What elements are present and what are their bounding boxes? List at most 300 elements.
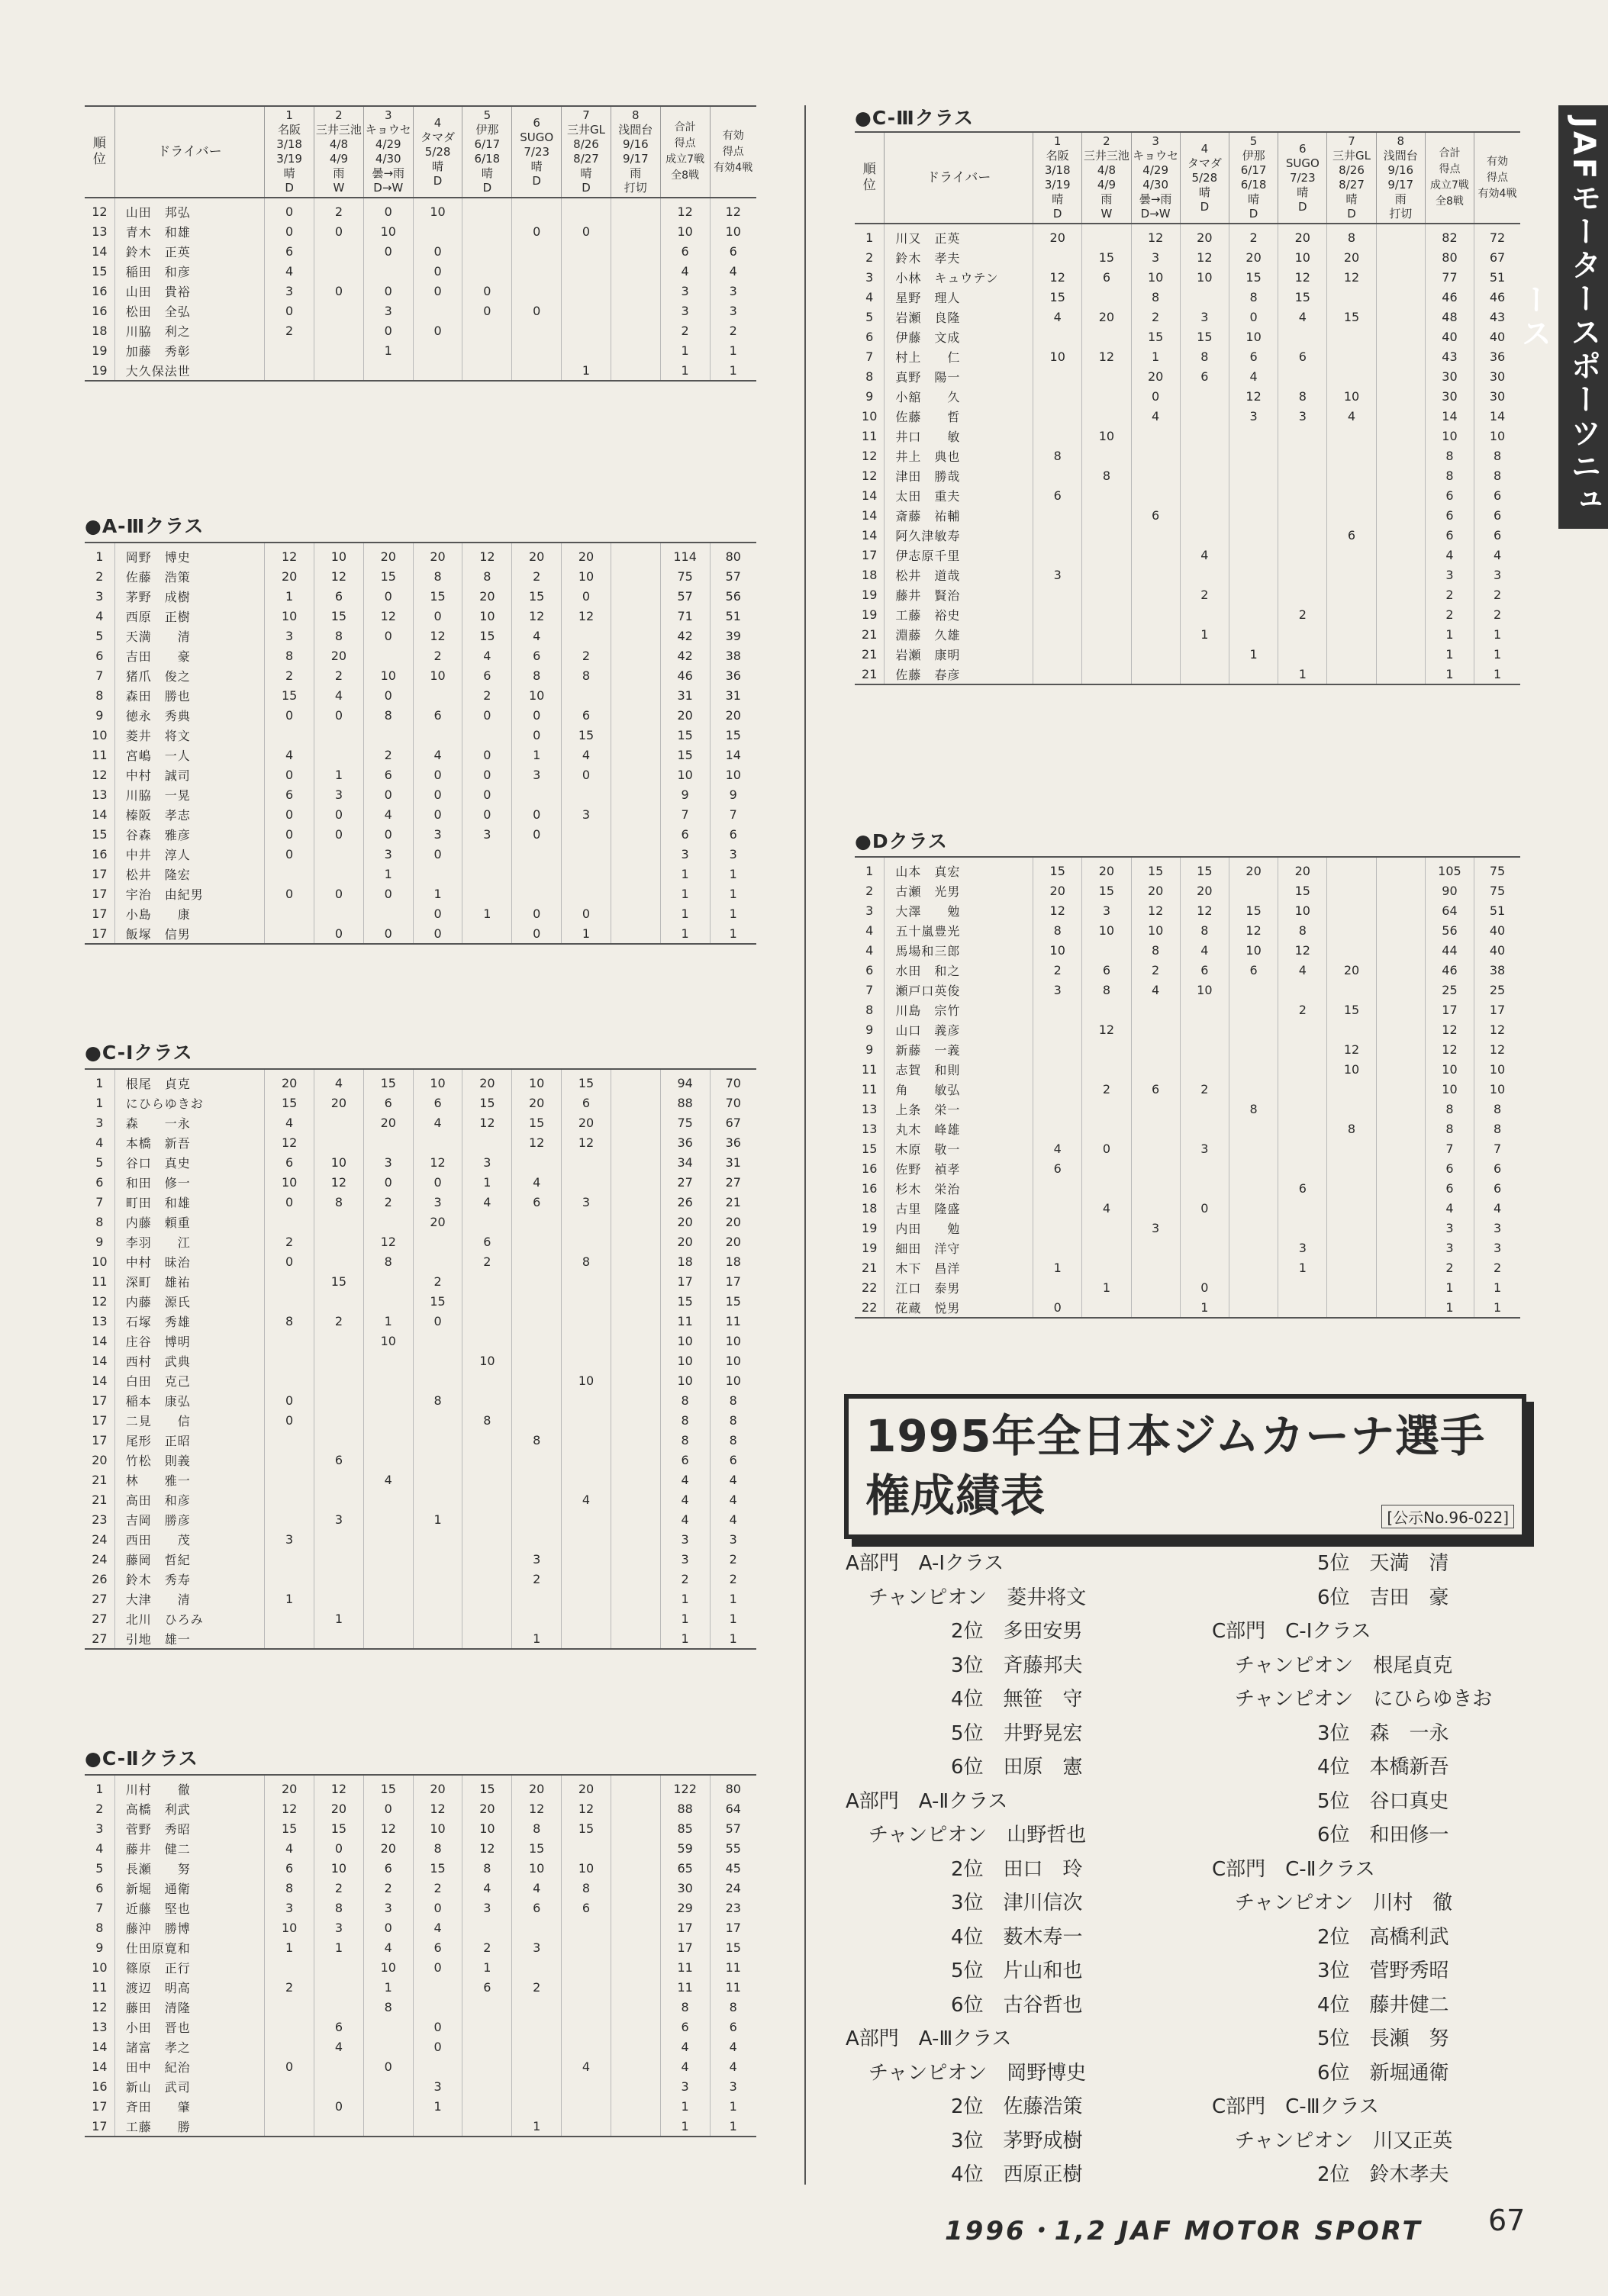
round-score-cell <box>314 1291 364 1311</box>
result-line: 3位 茅野成樹 <box>951 2129 1083 2153</box>
round-score-cell <box>1229 565 1278 584</box>
round-score-cell <box>1229 980 1278 1000</box>
round-score-cell <box>314 1549 364 1569</box>
round-score-cell: 2 <box>1278 604 1327 624</box>
round-score-cell: 20 <box>462 1070 512 1093</box>
valid-cell: 3 <box>710 301 756 320</box>
round-score-cell <box>512 1410 562 1430</box>
round-score-cell: 0 <box>512 903 562 923</box>
table-row <box>85 543 756 566</box>
total-cell: 3 <box>660 301 710 320</box>
driver-cell: 林 雅一 <box>114 1470 264 1489</box>
result-line: 4位 薮木寿一 <box>951 1925 1083 1949</box>
rank-cell: 7 <box>865 349 874 364</box>
round-score-cell <box>363 2076 413 2096</box>
rank-cell: 17 <box>92 1412 108 1428</box>
driver-cell: 松井 隆宏 <box>114 864 264 884</box>
round-score-cell <box>413 1489 462 1509</box>
round-score-cell: 0 <box>413 903 462 923</box>
round-score-cell <box>1082 565 1131 584</box>
round-score-cell: 15 <box>1278 881 1327 900</box>
round-score-cell: 20 <box>1229 247 1278 267</box>
valid-cell: 3 <box>1474 1218 1520 1238</box>
table-row <box>855 1138 1520 1158</box>
round-score-cell <box>1180 485 1229 505</box>
driver-cell: 藤岡 哲紀 <box>114 1549 264 1569</box>
round-score-cell: 0 <box>512 804 562 824</box>
round-score-cell <box>562 1450 611 1470</box>
valid-cell: 1 <box>710 340 756 360</box>
rank-cell: 27 <box>92 1591 108 1606</box>
driver-cell: 伊志原千里 <box>885 545 1033 565</box>
round-score-cell <box>413 1549 462 1569</box>
rank-cell: 14 <box>862 527 878 543</box>
round-score-cell: 4 <box>363 1937 413 1957</box>
round-score-cell <box>611 1093 660 1113</box>
round-score-cell <box>1327 1277 1376 1297</box>
total-cell: 6 <box>1425 485 1474 505</box>
rank-cell: 10 <box>862 408 878 423</box>
round-score-cell: 8 <box>314 626 364 646</box>
valid-cell: 1 <box>710 884 756 903</box>
round-score-cell: 8 <box>1082 980 1131 1000</box>
round-score-cell <box>1180 1218 1229 1238</box>
round-score-cell: 20 <box>413 1776 462 1798</box>
round-score-cell <box>1180 664 1229 684</box>
round-score-cell <box>512 241 562 261</box>
table-row <box>85 301 756 320</box>
round-score-cell <box>611 606 660 626</box>
total-cell: 30 <box>1425 366 1474 386</box>
round-score-cell <box>1278 1198 1327 1218</box>
table-row <box>85 566 756 586</box>
table-row <box>85 2056 756 2076</box>
total-cell: 1 <box>1425 664 1474 684</box>
round-score-cell <box>413 1470 462 1489</box>
driver-cell: 藤井 健二 <box>114 1838 264 1858</box>
table-row <box>85 1898 756 1918</box>
round-score-cell: 10 <box>1180 267 1229 287</box>
table-row <box>85 844 756 864</box>
table-row <box>85 1410 756 1430</box>
header-round-7: 7 三井GL 8/26 8/27 晴 D <box>562 106 611 198</box>
table-row <box>85 1529 756 1549</box>
round-score-cell <box>611 1311 660 1331</box>
round-score-cell <box>1278 1138 1327 1158</box>
rank-cell: 7 <box>95 668 104 683</box>
round-score-cell <box>1327 900 1376 920</box>
round-score-cell <box>512 1351 562 1370</box>
round-score-cell: 15 <box>512 1838 562 1858</box>
round-score-cell <box>1376 307 1425 327</box>
round-score-cell: 0 <box>265 824 314 844</box>
c2-class-table <box>85 1774 756 2137</box>
round-score-cell <box>1082 1218 1131 1238</box>
rank-cell: 10 <box>92 1959 108 1975</box>
round-score-cell <box>562 1977 611 1997</box>
round-score-cell: 20 <box>1278 224 1327 247</box>
total-cell: 6 <box>1425 505 1474 525</box>
rank-cell: 3 <box>95 1821 104 1836</box>
round-score-cell <box>1376 505 1425 525</box>
round-score-cell <box>562 2017 611 2037</box>
round-score-cell <box>1278 1019 1327 1039</box>
round-score-cell <box>265 903 314 923</box>
total-cell: 94 <box>660 1070 710 1093</box>
round-score-cell <box>1180 446 1229 465</box>
round-score-cell <box>462 1390 512 1410</box>
result-line: 3位 斉藤邦夫 <box>951 1654 1083 1677</box>
round-score-cell <box>413 301 462 320</box>
round-score-cell: 6 <box>562 1898 611 1918</box>
round-score-cell <box>413 2116 462 2137</box>
round-score-cell <box>562 1957 611 1977</box>
round-score-cell: 1 <box>1229 644 1278 664</box>
round-score-cell <box>1180 1019 1229 1039</box>
rank-cell: 22 <box>855 1297 885 1318</box>
valid-cell: 18 <box>710 1251 756 1271</box>
round-score-cell: 0 <box>413 784 462 804</box>
table-row <box>85 804 756 824</box>
round-score-cell <box>1327 920 1376 940</box>
valid-cell: 8 <box>1474 1119 1520 1138</box>
round-score-cell <box>1131 584 1180 604</box>
round-score-cell <box>413 1529 462 1549</box>
round-score-cell: 20 <box>1180 881 1229 900</box>
round-score-cell: 12 <box>1131 224 1180 247</box>
round-score-cell: 0 <box>265 198 314 221</box>
round-score-cell <box>1376 1059 1425 1079</box>
valid-cell: 4 <box>710 2037 756 2056</box>
header-round-4: 4 タマダ 5/28 晴 D <box>1180 132 1229 224</box>
round-score-cell <box>1278 565 1327 584</box>
table-row <box>85 626 756 646</box>
valid-cell: 9 <box>710 784 756 804</box>
total-cell: 56 <box>1425 920 1474 940</box>
round-score-cell: 0 <box>413 281 462 301</box>
round-score-cell <box>265 923 314 944</box>
round-score-cell: 0 <box>562 765 611 784</box>
round-score-cell <box>462 320 512 340</box>
round-score-cell <box>562 2096 611 2116</box>
round-score-cell <box>1327 1218 1376 1238</box>
valid-cell: 36 <box>710 1132 756 1152</box>
round-score-cell <box>265 725 314 745</box>
rank-cell: 16 <box>862 1161 878 1176</box>
round-score-cell: 12 <box>562 1798 611 1818</box>
round-score-cell <box>413 725 462 745</box>
round-score-cell <box>462 1489 512 1509</box>
total-cell: 15 <box>660 1291 710 1311</box>
round-score-cell <box>562 884 611 903</box>
valid-cell: 4 <box>710 2056 756 2076</box>
round-score-cell: 15 <box>462 1776 512 1798</box>
round-score-cell <box>1376 624 1425 644</box>
round-score-cell <box>314 1957 364 1977</box>
round-score-cell <box>1327 940 1376 960</box>
round-score-cell <box>512 1957 562 1977</box>
round-score-cell: 8 <box>1180 346 1229 366</box>
round-score-cell <box>562 1997 611 2017</box>
round-score-cell <box>611 1918 660 1937</box>
header-total: 合計 得点 成立7戦 全8戦 <box>1425 132 1474 224</box>
round-score-cell <box>1278 465 1327 485</box>
round-score-cell <box>1082 545 1131 565</box>
total-cell: 1 <box>660 2116 710 2137</box>
driver-cell: 藤井 賢治 <box>885 584 1033 604</box>
round-score-cell <box>1082 1158 1131 1178</box>
driver-cell: 猪爪 俊之 <box>114 665 264 685</box>
round-score-cell <box>611 1509 660 1529</box>
round-score-cell: 0 <box>413 320 462 340</box>
total-cell: 3 <box>660 844 710 864</box>
round-score-cell <box>611 1529 660 1549</box>
round-score-cell: 15 <box>413 1291 462 1311</box>
total-cell: 82 <box>1425 224 1474 247</box>
valid-cell: 1 <box>710 1608 756 1628</box>
round-score-cell: 0 <box>413 2017 462 2037</box>
round-score-cell: 1 <box>562 923 611 944</box>
round-score-cell <box>611 1977 660 1997</box>
table-row <box>85 1549 756 1569</box>
driver-cell: 真野 陽一 <box>885 366 1033 386</box>
valid-cell: 4 <box>1474 545 1520 565</box>
result-line: 4位 藤井健二 <box>1317 1993 1449 2017</box>
round-score-cell: 8 <box>562 1251 611 1271</box>
round-score-cell: 0 <box>562 586 611 606</box>
result-line: 4位 西原正樹 <box>951 2163 1083 2186</box>
table-row <box>855 287 1520 307</box>
round-score-cell: 15 <box>1229 267 1278 287</box>
total-cell: 7 <box>660 804 710 824</box>
table-row <box>855 1158 1520 1178</box>
round-score-cell: 15 <box>363 1776 413 1798</box>
round-score-cell <box>562 1152 611 1172</box>
round-score-cell: 4 <box>363 1470 413 1489</box>
total-cell: 3 <box>1425 1238 1474 1257</box>
total-cell: 10 <box>1425 1079 1474 1099</box>
round-score-cell <box>1376 881 1425 900</box>
total-cell: 44 <box>1425 940 1474 960</box>
round-score-cell <box>562 2037 611 2056</box>
round-score-cell <box>562 1351 611 1370</box>
round-score-cell <box>363 903 413 923</box>
round-score-cell: 12 <box>1229 920 1278 940</box>
round-score-cell <box>562 1232 611 1251</box>
valid-cell: 8 <box>1474 1099 1520 1119</box>
round-score-cell: 10 <box>512 685 562 705</box>
table-row <box>855 406 1520 426</box>
round-score-cell: 6 <box>1033 1158 1082 1178</box>
driver-cell: 西田 茂 <box>114 1529 264 1549</box>
round-score-cell: 8 <box>363 1251 413 1271</box>
round-score-cell: 12 <box>1278 940 1327 960</box>
total-cell: 75 <box>660 1113 710 1132</box>
valid-cell: 2 <box>710 1549 756 1569</box>
round-score-cell: 10 <box>363 665 413 685</box>
total-cell: 4 <box>660 2037 710 2056</box>
round-score-cell <box>1082 624 1131 644</box>
round-score-cell <box>1229 426 1278 446</box>
table-row <box>85 198 756 221</box>
round-score-cell: 6 <box>265 1858 314 1878</box>
table-row <box>85 1370 756 1390</box>
valid-cell: 6 <box>1474 505 1520 525</box>
total-cell: 9 <box>660 784 710 804</box>
round-score-cell <box>1180 406 1229 426</box>
round-score-cell: 1 <box>512 745 562 765</box>
round-score-cell: 10 <box>462 606 512 626</box>
round-score-cell <box>562 1331 611 1351</box>
round-score-cell: 0 <box>512 923 562 944</box>
driver-cell: 菱井 将文 <box>114 725 264 745</box>
round-score-cell <box>512 261 562 281</box>
rank-cell: 2 <box>95 568 104 584</box>
round-score-cell <box>512 320 562 340</box>
round-score-cell: 10 <box>1131 267 1180 287</box>
round-score-cell: 10 <box>1278 900 1327 920</box>
round-score-cell: 3 <box>1180 1138 1229 1158</box>
round-score-cell <box>611 320 660 340</box>
round-score-cell <box>462 1291 512 1311</box>
c3-class-heading: ●C-Ⅲクラス <box>855 107 974 129</box>
table-row <box>855 446 1520 465</box>
round-score-cell <box>1131 604 1180 624</box>
round-score-cell: 12 <box>462 543 512 566</box>
round-score-cell <box>512 1251 562 1271</box>
total-cell: 46 <box>1425 960 1474 980</box>
total-cell: 88 <box>660 1798 710 1818</box>
round-score-cell: 10 <box>314 543 364 566</box>
rank-cell: 14 <box>862 488 878 503</box>
round-score-cell <box>562 1569 611 1589</box>
driver-cell: 仕田原寛和 <box>114 1937 264 1957</box>
driver-cell: 上条 栄一 <box>885 1099 1033 1119</box>
result-line: チャンピオン 岡野博史 <box>868 2061 1087 2085</box>
rank-cell: 15 <box>92 263 108 279</box>
round-score-cell: 15 <box>1082 881 1131 900</box>
driver-cell: 丸木 峰雄 <box>885 1119 1033 1138</box>
rank-cell: 19 <box>862 1220 878 1235</box>
result-line: 3位 森 一永 <box>1317 1721 1449 1745</box>
round-score-cell <box>1082 287 1131 307</box>
driver-cell: 伊藤 文成 <box>885 327 1033 346</box>
header-round-7: 7 三井GL 8/26 8/27 晴 D <box>1327 132 1376 224</box>
valid-cell: 6 <box>1474 525 1520 545</box>
table-row <box>85 1470 756 1489</box>
round-score-cell: 4 <box>1180 940 1229 960</box>
round-score-cell <box>1327 545 1376 565</box>
round-score-cell <box>314 1589 364 1608</box>
driver-cell: 江口 泰男 <box>885 1277 1033 1297</box>
total-cell: 80 <box>1425 247 1474 267</box>
round-score-cell: 4 <box>1033 307 1082 327</box>
round-score-cell <box>314 1977 364 1997</box>
round-score-cell <box>363 1212 413 1232</box>
round-score-cell: 0 <box>265 301 314 320</box>
round-score-cell <box>1131 1178 1180 1198</box>
round-score-cell: 8 <box>413 1838 462 1858</box>
valid-cell: 20 <box>710 1212 756 1232</box>
round-score-cell <box>1327 584 1376 604</box>
driver-cell: 山田 貴裕 <box>114 281 264 301</box>
round-score-cell: 20 <box>363 1838 413 1858</box>
round-score-cell: 6 <box>462 1977 512 1997</box>
round-score-cell <box>512 1529 562 1549</box>
total-cell: 8 <box>1425 465 1474 485</box>
round-score-cell: 8 <box>413 566 462 586</box>
result-line: チャンピオン 菱井将文 <box>868 1586 1087 1609</box>
round-score-cell <box>265 864 314 884</box>
table-row <box>85 765 756 784</box>
driver-cell: 細田 洋守 <box>885 1238 1033 1257</box>
round-score-cell <box>611 923 660 944</box>
total-cell: 4 <box>660 261 710 281</box>
valid-cell: 11 <box>710 1977 756 1997</box>
round-score-cell: 15 <box>265 1093 314 1113</box>
round-score-cell <box>1327 1178 1376 1198</box>
driver-cell: 高田 和彦 <box>114 1489 264 1509</box>
round-score-cell: 15 <box>462 626 512 646</box>
round-score-cell <box>512 844 562 864</box>
round-score-cell: 4 <box>562 745 611 765</box>
round-score-cell <box>1033 1099 1082 1119</box>
round-score-cell <box>314 1997 364 2017</box>
round-score-cell: 2 <box>1180 584 1229 604</box>
total-cell: 6 <box>660 2017 710 2037</box>
valid-cell: 6 <box>1474 1178 1520 1198</box>
table-row <box>855 565 1520 584</box>
round-score-cell <box>1376 247 1425 267</box>
total-cell: 8 <box>660 1410 710 1430</box>
driver-cell: 中井 淳人 <box>114 844 264 864</box>
round-score-cell: 2 <box>363 745 413 765</box>
round-score-cell: 4 <box>512 626 562 646</box>
round-score-cell: 10 <box>1033 346 1082 366</box>
round-score-cell <box>265 1271 314 1291</box>
total-cell: 11 <box>660 1977 710 1997</box>
round-score-cell <box>1033 1277 1082 1297</box>
round-score-cell <box>363 1351 413 1370</box>
round-score-cell: 2 <box>1131 307 1180 327</box>
round-score-cell: 3 <box>363 844 413 864</box>
round-score-cell: 0 <box>314 1838 364 1858</box>
total-cell: 1 <box>1425 644 1474 664</box>
round-score-cell <box>562 864 611 884</box>
round-score-cell: 3 <box>265 281 314 301</box>
round-score-cell <box>1180 1059 1229 1079</box>
total-cell: 2 <box>1425 604 1474 624</box>
round-score-cell: 15 <box>1033 858 1082 881</box>
round-score-cell: 20 <box>363 1113 413 1132</box>
round-score-cell <box>1327 664 1376 684</box>
table-row <box>85 1430 756 1450</box>
rank-cell: 17 <box>92 886 108 901</box>
round-score-cell: 1 <box>1278 664 1327 684</box>
round-score-cell: 10 <box>1327 1059 1376 1079</box>
round-score-cell: 12 <box>1229 386 1278 406</box>
round-score-cell: 15 <box>363 566 413 586</box>
driver-cell: 佐藤 哲 <box>885 406 1033 426</box>
round-score-cell <box>265 2096 314 2116</box>
result-line: 5位 長瀬 努 <box>1317 2027 1449 2050</box>
rank-cell: 6 <box>95 1174 104 1190</box>
round-score-cell: 4 <box>1033 1138 1082 1158</box>
rank-cell: 9 <box>95 707 104 723</box>
notice-number: [公示No.96-022] <box>1381 1505 1514 1528</box>
driver-cell: 佐藤 浩策 <box>114 566 264 586</box>
round-score-cell: 20 <box>413 543 462 566</box>
